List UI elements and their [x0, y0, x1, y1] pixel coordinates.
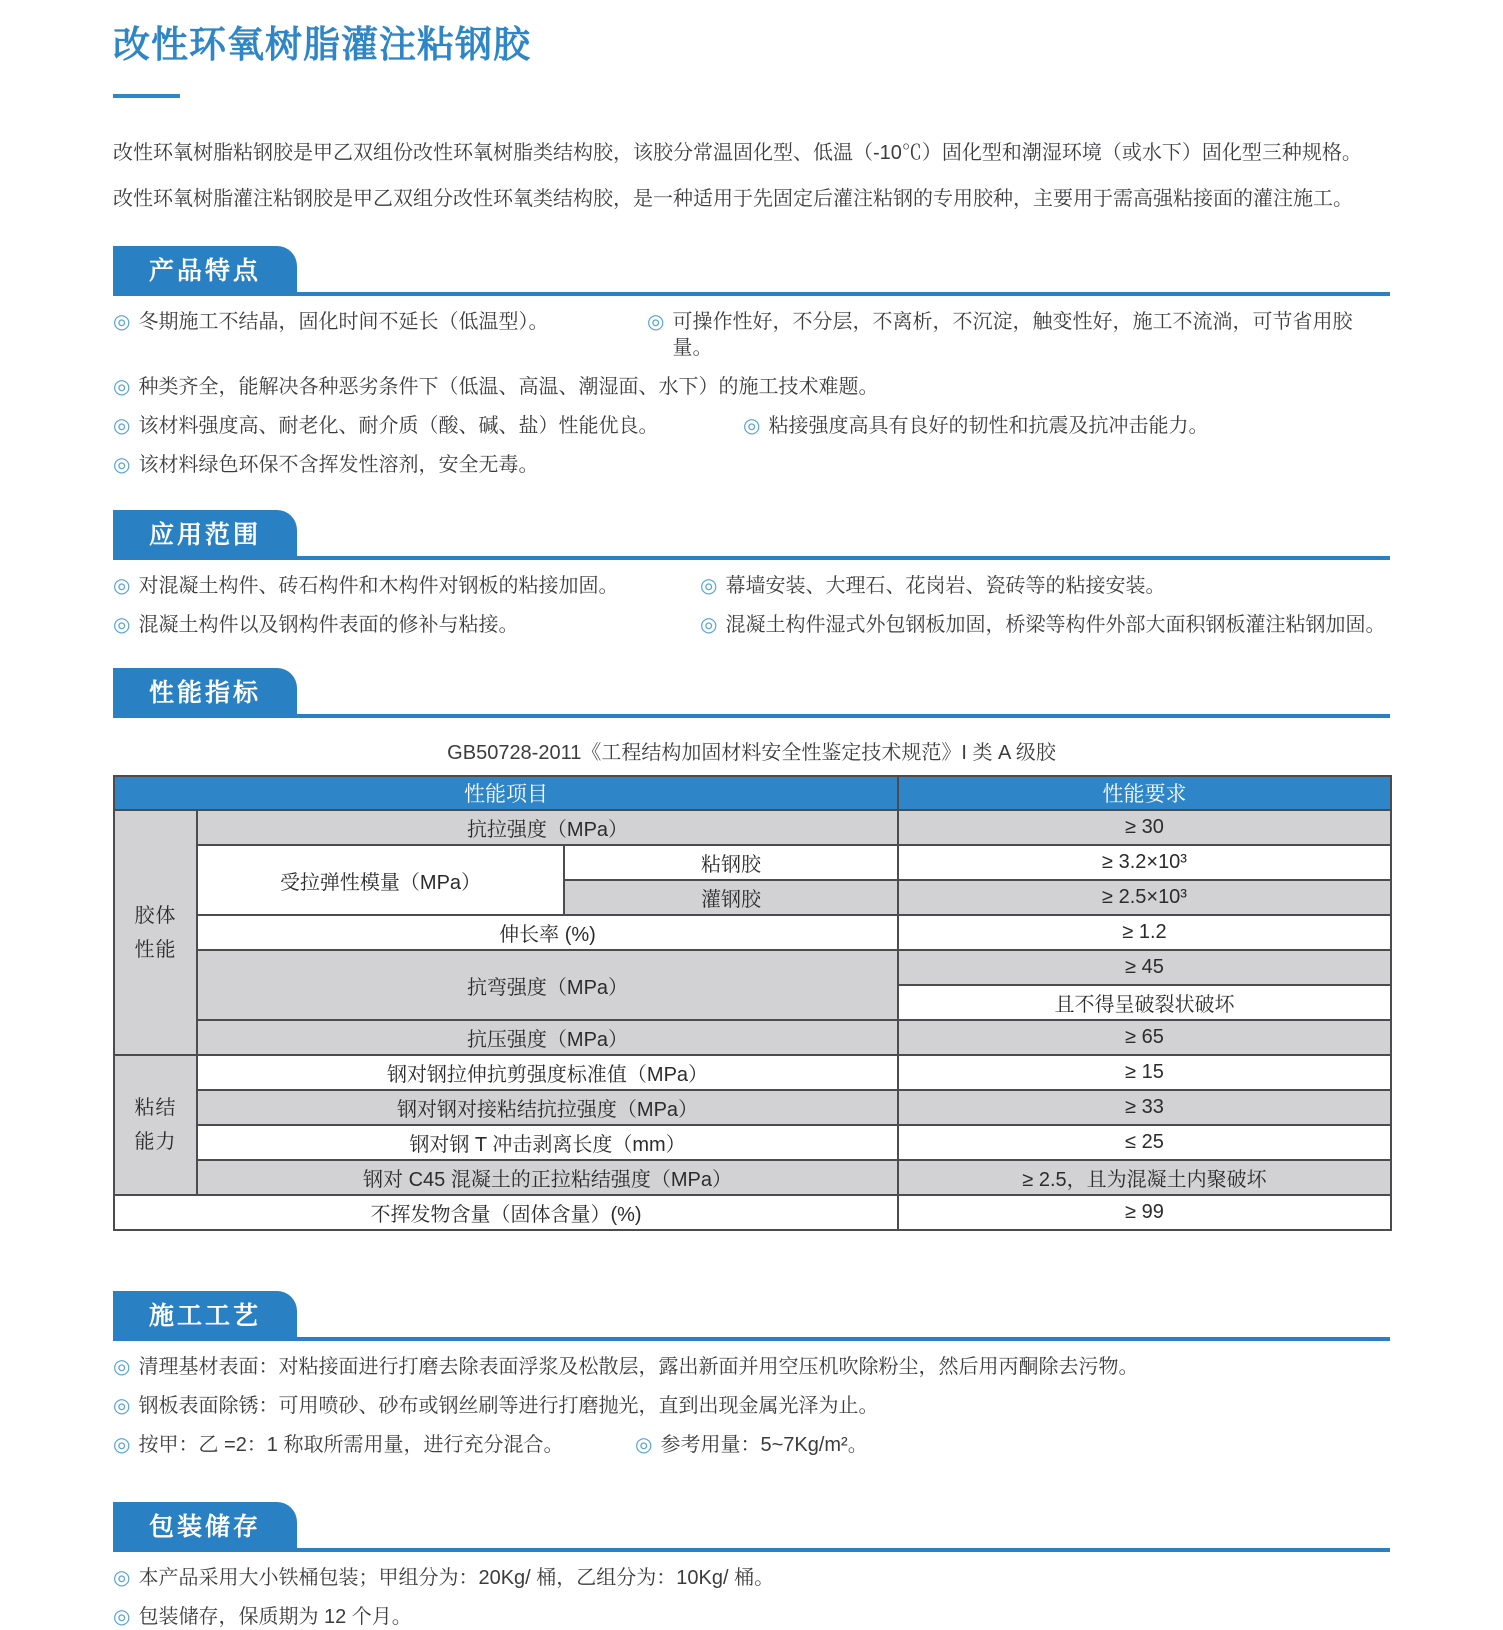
bullet-icon: ◎: [700, 614, 718, 636]
table-row: [114, 915, 1391, 950]
bullet-icon: ◎: [113, 575, 131, 597]
section-badge-applications: 应用范围: [113, 510, 297, 556]
bullet-icon: ◎: [113, 415, 131, 437]
bullet-icon: ◎: [113, 1356, 131, 1378]
section-badge-construction: 施工工艺: [113, 1291, 297, 1337]
table-row: [114, 1125, 1391, 1160]
cell-shear-req: ≥ 15: [898, 1055, 1391, 1090]
feature-row: [113, 309, 1390, 361]
feature-text: 该材料绿色环保不含挥发性溶剂，安全无毒。: [138, 454, 539, 476]
section-badge-storage: 包装储存: [113, 1502, 297, 1548]
table-row: [114, 950, 1391, 985]
bullet-icon: ◎: [635, 1434, 653, 1456]
intro-line-2: 改性环氧树脂灌注粘钢胶是甲乙双组分改性环氧类结构胶，是一种适用于先固定后灌注粘钢的专用胶种，主要用于需高强粘接面的灌注施工。: [113, 188, 1353, 210]
storage-text: 本产品采用大小铁桶包装；甲组分为：20Kg/ 桶，乙组分为：10Kg/ 桶。: [138, 1567, 775, 1589]
feature-item: [113, 374, 878, 400]
application-text: 混凝土构件湿式外包钢板加固，桥梁等构件外部大面积钢板灌注粘钢加固。: [725, 614, 1386, 636]
bullet-icon: ◎: [700, 575, 718, 597]
cell-modulus-sub2: 灌钢胶: [564, 880, 898, 915]
col-header-item: 性能项目: [114, 776, 898, 810]
construction-item: [635, 1432, 868, 1458]
feature-row: [113, 413, 1390, 439]
cell-compressive-req: ≥ 65: [898, 1020, 1391, 1055]
cell-butt-req: ≥ 33: [898, 1090, 1391, 1125]
bullet-icon: ◎: [113, 376, 131, 398]
cell-pulloff-req: ≥ 2.5，且为混凝土内聚破坏: [898, 1160, 1391, 1195]
feature-text: 该材料强度高、耐老化、耐介质（酸、碱、盐）性能优良。: [138, 415, 659, 437]
cell-nonvolatile-label: 不挥发物含量（固体含量）(%): [114, 1195, 898, 1230]
section-rule: [113, 1548, 1390, 1552]
construction-text: 钢板表面除锈：可用喷砂、砂布或钢丝刷等进行打磨抛光，直到出现金属光泽为止。: [138, 1395, 879, 1417]
cell-tensile-label: 抗拉强度（MPa）: [197, 810, 898, 845]
construction-row: [113, 1354, 1390, 1380]
application-item: [700, 573, 1165, 599]
storage-row: [113, 1604, 1390, 1630]
feature-row: [113, 374, 1390, 400]
performance-table-caption: GB50728-2011《工程结构加固材料安全性鉴定技术规范》I 类 A 级胶: [447, 742, 1056, 764]
bullet-icon: ◎: [113, 1606, 131, 1628]
application-text: 对混凝土构件、砖石构件和木构件对钢板的粘接加固。: [138, 575, 619, 597]
cell-nonvolatile-req: ≥ 99: [898, 1195, 1391, 1230]
storage-text: 包装储存，保质期为 12 个月。: [138, 1606, 412, 1628]
cell-bending-req2: 且不得呈破裂状破坏: [898, 985, 1391, 1020]
bullet-icon: ◎: [113, 1567, 131, 1589]
section-applications: [113, 510, 1390, 638]
cell-elongation-req: ≥ 1.2: [898, 915, 1391, 950]
bullet-icon: ◎: [647, 311, 665, 333]
feature-text: 冬期施工不结晶，固化时间不延长（低温型）。: [138, 311, 549, 333]
cell-compressive-label: 抗压强度（MPa）: [197, 1020, 898, 1055]
application-row: [113, 612, 1390, 638]
cell-butt-label: 钢对钢对接粘结抗拉强度（MPa）: [197, 1090, 898, 1125]
section-features: [113, 246, 1390, 478]
cell-modulus-label: 受拉弹性模量（MPa）: [197, 845, 564, 915]
cell-modulus-req2: ≥ 2.5×10³: [898, 880, 1391, 915]
section-rule: [113, 292, 1390, 296]
feature-row: [113, 452, 1390, 478]
table-row: [114, 810, 1391, 845]
construction-row: [113, 1432, 1390, 1458]
table-row: [114, 1160, 1391, 1195]
construction-text: 按甲：乙 =2：1 称取所需用量，进行充分混合。: [138, 1434, 564, 1456]
intro-line-1: 改性环氧树脂粘钢胶是甲乙双组份改性环氧树脂类结构胶，该胶分常温固化型、低温（-10℃）固化型和潮湿环境（或水下）固化型三种规格。: [113, 142, 1362, 164]
storage-item: [113, 1604, 412, 1630]
cell-bending-label: 抗弯强度（MPa）: [197, 950, 898, 1020]
cell-modulus-sub1: 粘钢胶: [564, 845, 898, 880]
bullet-icon: ◎: [113, 1434, 131, 1456]
application-row: [113, 573, 1390, 599]
application-item: [700, 612, 1385, 638]
feature-item: [743, 413, 1208, 439]
application-text: 幕墙安装、大理石、花岗岩、瓷砖等的粘接安装。: [725, 575, 1166, 597]
title-underline: [113, 94, 180, 98]
section-badge-performance: 性能指标: [113, 668, 297, 714]
page: [113, 0, 1390, 1630]
table-row: [114, 845, 1391, 880]
cell-peel-label: 钢对钢 T 冲击剥离长度（mm）: [197, 1125, 898, 1160]
cell-modulus-req1: ≥ 3.2×10³: [898, 845, 1391, 880]
section-rule: [113, 1337, 1390, 1341]
cell-elongation-label: 伸长率 (%): [197, 915, 898, 950]
feature-item: [113, 452, 538, 478]
storage-row: [113, 1565, 1390, 1591]
section-badge-features: 产品特点: [113, 246, 297, 292]
bullet-icon: ◎: [113, 1395, 131, 1417]
application-item: [113, 612, 700, 638]
construction-item: [113, 1393, 878, 1419]
cell-shear-label: 钢对钢拉伸抗剪强度标准值（MPa）: [197, 1055, 898, 1090]
feature-item: [113, 413, 743, 439]
table-header-row: [114, 776, 1391, 810]
storage-item: [113, 1565, 774, 1591]
intro-paragraph: [113, 130, 1390, 222]
construction-item: [113, 1354, 1138, 1380]
cell-tensile-req: ≥ 30: [898, 810, 1391, 845]
bullet-icon: ◎: [113, 454, 131, 476]
bullet-icon: ◎: [743, 415, 761, 437]
construction-row: [113, 1393, 1390, 1419]
feature-text: 种类齐全，能解决各种恶劣条件下（低温、高温、潮湿面、水下）的施工技术难题。: [138, 376, 879, 398]
construction-text: 参考用量：5~7Kg/m²。: [660, 1434, 868, 1456]
cell-peel-req: ≤ 25: [898, 1125, 1391, 1160]
section-storage: [113, 1502, 1390, 1630]
section-performance: [113, 668, 1390, 1231]
table-row: [114, 1055, 1391, 1090]
performance-table: [113, 775, 1392, 1231]
bullet-icon: ◎: [113, 614, 131, 636]
cell-pulloff-label: 钢对 C45 混凝土的正拉粘结强度（MPa）: [197, 1160, 898, 1195]
feature-text: 粘接强度高具有良好的韧性和抗震及抗冲击能力。: [768, 415, 1209, 437]
section-rule: [113, 714, 1390, 718]
section-construction: [113, 1291, 1390, 1458]
section-rule: [113, 556, 1390, 560]
table-row: [114, 1195, 1391, 1230]
feature-text: 可操作性好，不分层，不离析，不沉淀，触变性好，施工不流淌，可节省用胶量。: [672, 311, 1353, 359]
construction-text: 清理基材表面：对粘接面进行打磨去除表面浮浆及松散层，露出新面并用空压机吹除粉尘，然后用丙酮除去污物。: [138, 1356, 1139, 1378]
bullet-icon: ◎: [113, 311, 131, 333]
construction-item: [113, 1432, 635, 1458]
feature-item: [113, 309, 647, 335]
cell-bending-req1: ≥ 45: [898, 950, 1391, 985]
table-row: [114, 1020, 1391, 1055]
application-text: 混凝土构件以及钢构件表面的修补与粘接。: [138, 614, 519, 636]
table-row: [114, 1090, 1391, 1125]
feature-item: [647, 309, 1390, 361]
col-header-requirement: 性能要求: [898, 776, 1391, 810]
group-cell-bond: 粘结能力: [114, 1055, 197, 1195]
application-item: [113, 573, 700, 599]
page-title: 改性环氧树脂灌注粘钢胶: [113, 24, 531, 65]
group-cell-body: 胶体性能: [114, 810, 197, 1055]
